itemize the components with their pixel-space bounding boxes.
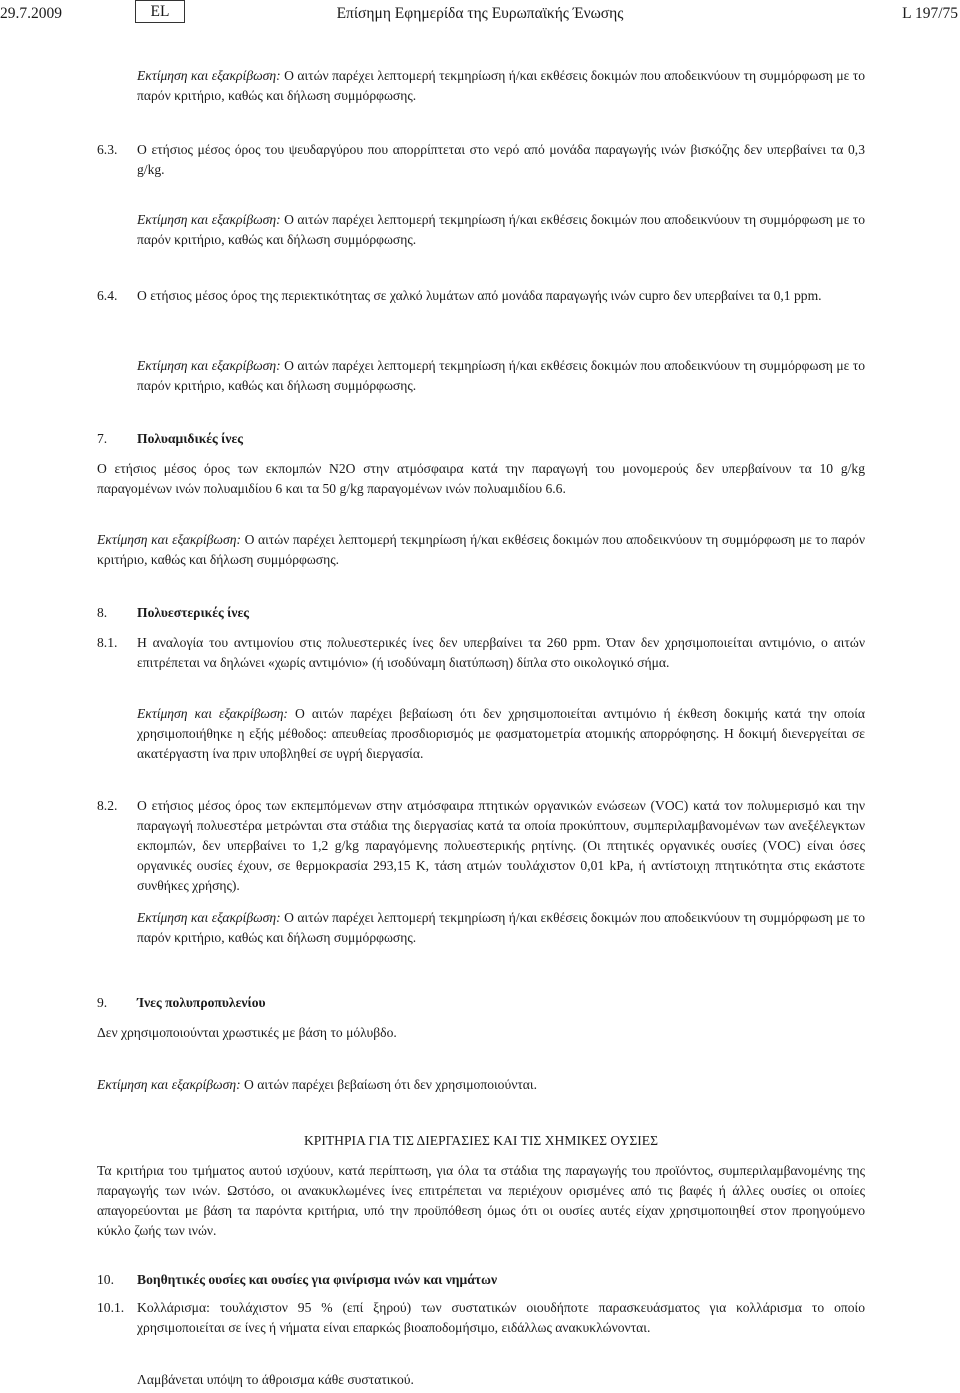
assessment-paragraph: Εκτίμηση και εξακρίβωση: Ο αιτών παρέχει λεπτομερή τεκμηρίωση ή/και εκθέσεις δοκιμών που αποδεικνύουν τη συμμόρφωση με το παρόν κριτήριο, καθώς και δήλωση συμμόρφωσης.	[137, 212, 865, 247]
section-number: 6.4.	[97, 288, 118, 303]
section-number: 7.	[97, 431, 108, 446]
section-number: 6.3.	[97, 142, 118, 157]
section-7-title: Πολυαμιδικές ίνες	[137, 431, 244, 446]
section-number: 8.2.	[97, 798, 118, 813]
page-header	[0, 0, 960, 28]
assessment-paragraph: Εκτίμηση και εξακρίβωση: Ο αιτών παρέχει λεπτομερή τεκμηρίωση ή/και εκθέσεις δοκιμών που αποδεικνύουν τη συμμόρφωση με το παρόν κριτήριο, καθώς και δήλωση συμμόρφωσης.	[137, 68, 865, 103]
section-8-1-text: Η αναλογία του αντιμονίου στις πολυεστερικές ίνες δεν υπερβαίνει τα 260 ppm. Όταν δεν χρησιμοποιείται αντιμόνιο, ο αιτών επιτρέπεται να δηλώνει «χωρίς αντιμόνιο» (ή ισοδύναμη διατύπωση) δίπλα στο οικολογικό σήμα.	[137, 635, 865, 670]
section-number: 10.1.	[97, 1300, 125, 1315]
assessment-paragraph: Εκτίμηση και εξακρίβωση: Ο αιτών παρέχει λεπτομερή τεκμηρίωση ή/και εκθέσεις δοκιμών που αποδεικνύουν τη συμμόρφωση με το παρόν κριτήριο, καθώς και δήλωση συμμόρφωσης.	[137, 358, 865, 393]
section-6-3-text: Ο ετήσιος μέσος όρος του ψευδαργύρου που απορρίπτεται στο νερό από μονάδα παραγωγής ινών βισκόζης δεν υπερβαίνει τα 0,3 g/kg.	[137, 142, 865, 177]
language-badge: EL	[135, 0, 185, 23]
section-10-1-note: Λαμβάνεται υπόψη το άθροισμα κάθε συστατικού.	[137, 1372, 414, 1387]
assessment-paragraph: Εκτίμηση και εξακρίβωση: Ο αιτών παρέχει βεβαίωση ότι δεν χρησιμοποιείται αντιμόνιο ή έκθεση δοκιμής κατά την οποία χρησιμοποιήθηκε η εξής μέθοδος: απευθείας προσδιορισμός με φασματομετρία ατομικής απορρόφησης. Η δοκιμή διενεργείται σε ακατέργαστη ίνα πριν υποβληθεί σε υγρή διεργασία.	[137, 706, 865, 761]
assessment-paragraph: Εκτίμηση και εξακρίβωση: Ο αιτών παρέχει λεπτομερή τεκμηρίωση ή/και εκθέσεις δοκιμών που αποδεικνύουν τη συμμόρφωση με το παρόν κριτήριο, καθώς και δήλωση συμμόρφωσης.	[137, 910, 865, 945]
page-number: L 197/75	[902, 5, 958, 22]
section-9-text: Δεν χρησιμοποιούνται χρωστικές με βάση το μόλυβδο.	[97, 1025, 397, 1040]
criteria-heading: ΚΡΙΤΗΡΙΑ ΓΙΑ ΤΙΣ ΔΙΕΡΓΑΣΙΕΣ ΚΑΙ ΤΙΣ ΧΗΜΙΚΕΣ ΟΥΣΙΕΣ	[303, 1133, 659, 1148]
section-10-title: Βοηθητικές ουσίες και ουσίες για φινίρισμα ινών και νημάτων	[137, 1272, 498, 1287]
assessment-paragraph: Εκτίμηση και εξακρίβωση: Ο αιτών παρέχει βεβαίωση ότι δεν χρησιμοποιούνται.	[97, 1077, 537, 1092]
assessment-paragraph: Εκτίμηση και εξακρίβωση: Ο αιτών παρέχει λεπτομερή τεκμηρίωση ή/και εκθέσεις δοκιμών που αποδεικνύουν τη συμμόρφωση με το παρόν κριτήριο, καθώς και δήλωση συμμόρφωσης.	[97, 532, 865, 567]
section-9-title: Ίνες πολυπροπυλενίου	[137, 995, 266, 1010]
section-6-4-text: Ο ετήσιος μέσος όρος της περιεκτικότητας σε χαλκό λυμάτων από μονάδα παραγωγής ινών cupro δεν υπερβαίνει τα 0,1 ppm.	[137, 288, 822, 303]
section-number: 10.	[97, 1272, 114, 1287]
section-8-2-text: Ο ετήσιος μέσος όρος των εκπεμπόμενων στην ατμόσφαιρα πτητικών οργανικών ενώσεων (VOC) κατά τον πολυμερισμό και την παραγωγή πολυεστέρα μετρώνται στα στάδια της διεργασίας κατά τα οποία προκύπτουν, συμπεριλαμβανομένων των ανεξέλεγκτων εκπομπών, δεν υπερβαίνει το 1,2 g/kg παραγόμενης πολυεστερικής ρητίνης. (Οι πτητικές οργανικές ουσίες (VOC) είναι όσες οργανικές ουσίες έχουν, σε θερμοκρασία 293,15 K, τάση ατμών τουλάχιστον 0,01 kPa, ή αντίστοιχη πτητικότητα στις εκάστοτε συνθήκες χρήσης).	[137, 798, 865, 893]
header-date: 29.7.2009	[0, 5, 62, 22]
section-8-title: Πολυεστερικές ίνες	[137, 605, 249, 620]
section-number: 8.	[97, 605, 108, 620]
section-7-text: Ο ετήσιος μέσος όρος των εκπομπών N2O στην ατμόσφαιρα κατά την παραγωγή του μονομερούς δεν υπερβαίνουν τα 10 g/kg παραγομένων ινών πολυαμιδίου 6 και τα 50 g/kg παραγομένων ινών πολυαμιδίου 6.6.	[97, 461, 865, 496]
section-10-1-text: Κολλάρισμα: τουλάχιστον 95 % (επί ξηρού) των συστατικών οιουδήποτε παρασκευάσματος για κολλάρισμα το οποίο χρησιμοποιείται σε ίνες ή νήματα είναι επαρκώς βιοαποδομήσιμο, ειδάλλως ανακυκλώνονται.	[137, 1300, 865, 1335]
journal-title: Επίσημη Εφημερίδα της Ευρωπαϊκής Ένωσης	[336, 5, 624, 22]
section-number: 8.1.	[97, 635, 118, 650]
section-number: 9.	[97, 995, 108, 1010]
criteria-text: Τα κριτήρια του τμήματος αυτού ισχύουν, κατά περίπτωση, για όλα τα στάδια της παραγωγής του προϊόντος, συμπεριλαμβανομένης της παραγωγής των ινών. Ωστόσο, οι ανακυκλωμένες ίνες επιτρέπεται να περιέχουν ορισμένες από τις βαφές ή άλλες ουσίες οι οποίες απαγορεύονται με βάση τα παρόντα κριτήρια, υπό την προϋπόθεση όμως ότι οι ουσίες αυτές είχαν χρησιμοποιηθεί στον προηγούμενο κύκλο ζωής των ινών.	[97, 1163, 865, 1238]
